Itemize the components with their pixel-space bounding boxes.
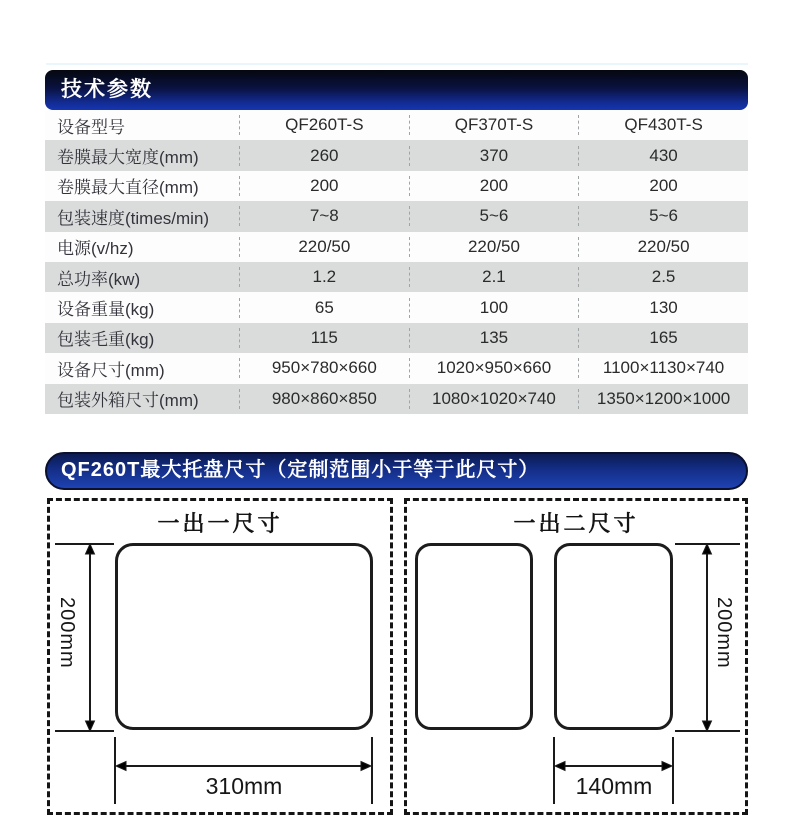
table-cell-value: 1100×1130×740 <box>578 358 748 378</box>
table-cell-label: 包装速度(times/min) <box>57 208 210 228</box>
table-cell-label: 设备型号 <box>57 117 125 137</box>
table-cell-value: 2.5 <box>578 267 748 287</box>
table-cell-value: 130 <box>578 298 748 318</box>
table-cell-value: 7~8 <box>239 206 409 226</box>
table-cell-value: 5~6 <box>578 206 748 226</box>
table-cell-label: 设备尺寸(mm) <box>57 360 165 380</box>
diagram-title-single: 一出一尺寸 <box>157 511 283 536</box>
table-row-2 <box>45 171 748 201</box>
table-cell-value: 220/50 <box>578 237 748 257</box>
width-dimension-label: 310mm <box>205 773 283 799</box>
table-cell-value: 200 <box>578 176 748 196</box>
table-row-7 <box>45 323 748 353</box>
pallet-title-text: QF260T最大托盘尺寸（定制范围小于等于此尺寸） <box>61 459 540 481</box>
table-cell-value: 1.2 <box>239 267 409 287</box>
table-cell-label: 包装外箱尺寸(mm) <box>57 391 199 411</box>
table-row-5 <box>45 262 748 292</box>
width-dimension-label: 140mm <box>575 773 653 799</box>
table-cell-value: 950×780×660 <box>239 358 409 378</box>
table-cell-value: 165 <box>578 328 748 348</box>
table-cell-value: 260 <box>239 146 409 166</box>
table-cell-value: 135 <box>409 328 579 348</box>
table-cell-value: 115 <box>239 328 409 348</box>
diagram-box-single <box>47 498 393 815</box>
table-row-header <box>45 110 748 140</box>
table-row-4 <box>45 232 748 262</box>
diagram-box-double <box>404 498 748 815</box>
dimension-lines-double <box>407 501 745 812</box>
pallet-title-bar <box>45 452 748 490</box>
table-cell-value: QF260T-S <box>239 115 409 135</box>
height-dimension-label: 200mm <box>56 597 78 669</box>
table-row-6 <box>45 292 748 322</box>
spec-table <box>45 110 748 414</box>
height-dimension-label: 200mm <box>713 597 735 669</box>
table-cell-label: 卷膜最大宽度(mm) <box>57 148 199 168</box>
table-cell-value: 100 <box>409 298 579 318</box>
dimension-lines-single <box>50 501 390 812</box>
table-cell-label: 包装毛重(kg) <box>57 330 155 350</box>
table-cell-value: 1080×1020×740 <box>409 389 579 409</box>
table-cell-value: 220/50 <box>239 237 409 257</box>
table-row-1 <box>45 140 748 170</box>
table-cell-value: 1350×1200×1000 <box>578 389 748 409</box>
table-cell-label: 设备重量(kg) <box>57 300 155 320</box>
table-cell-value: QF370T-S <box>409 115 579 135</box>
spec-title-text: 技术参数 <box>61 78 153 101</box>
table-cell-value: 5~6 <box>409 206 579 226</box>
diagram-title-double: 一出二尺寸 <box>513 511 639 536</box>
table-cell-label: 电源(v/hz) <box>57 239 134 259</box>
table-cell-value: 220/50 <box>409 237 579 257</box>
spec-title-bar <box>45 70 748 110</box>
card-top-edge <box>46 63 748 65</box>
table-row-9 <box>45 384 748 414</box>
table-cell-value: 430 <box>578 146 748 166</box>
table-cell-value: 2.1 <box>409 267 579 287</box>
table-cell-value: 370 <box>409 146 579 166</box>
table-cell-value: 200 <box>239 176 409 196</box>
table-cell-label: 卷膜最大直径(mm) <box>57 178 199 198</box>
table-cell-value: 200 <box>409 176 579 196</box>
table-cell-label: 总功率(kw) <box>57 269 141 289</box>
table-cell-value: 980×860×850 <box>239 389 409 409</box>
table-row-3 <box>45 201 748 231</box>
table-cell-value: 65 <box>239 298 409 318</box>
table-cell-value: QF430T-S <box>578 115 748 135</box>
table-row-8 <box>45 353 748 383</box>
table-cell-value: 1020×950×660 <box>409 358 579 378</box>
